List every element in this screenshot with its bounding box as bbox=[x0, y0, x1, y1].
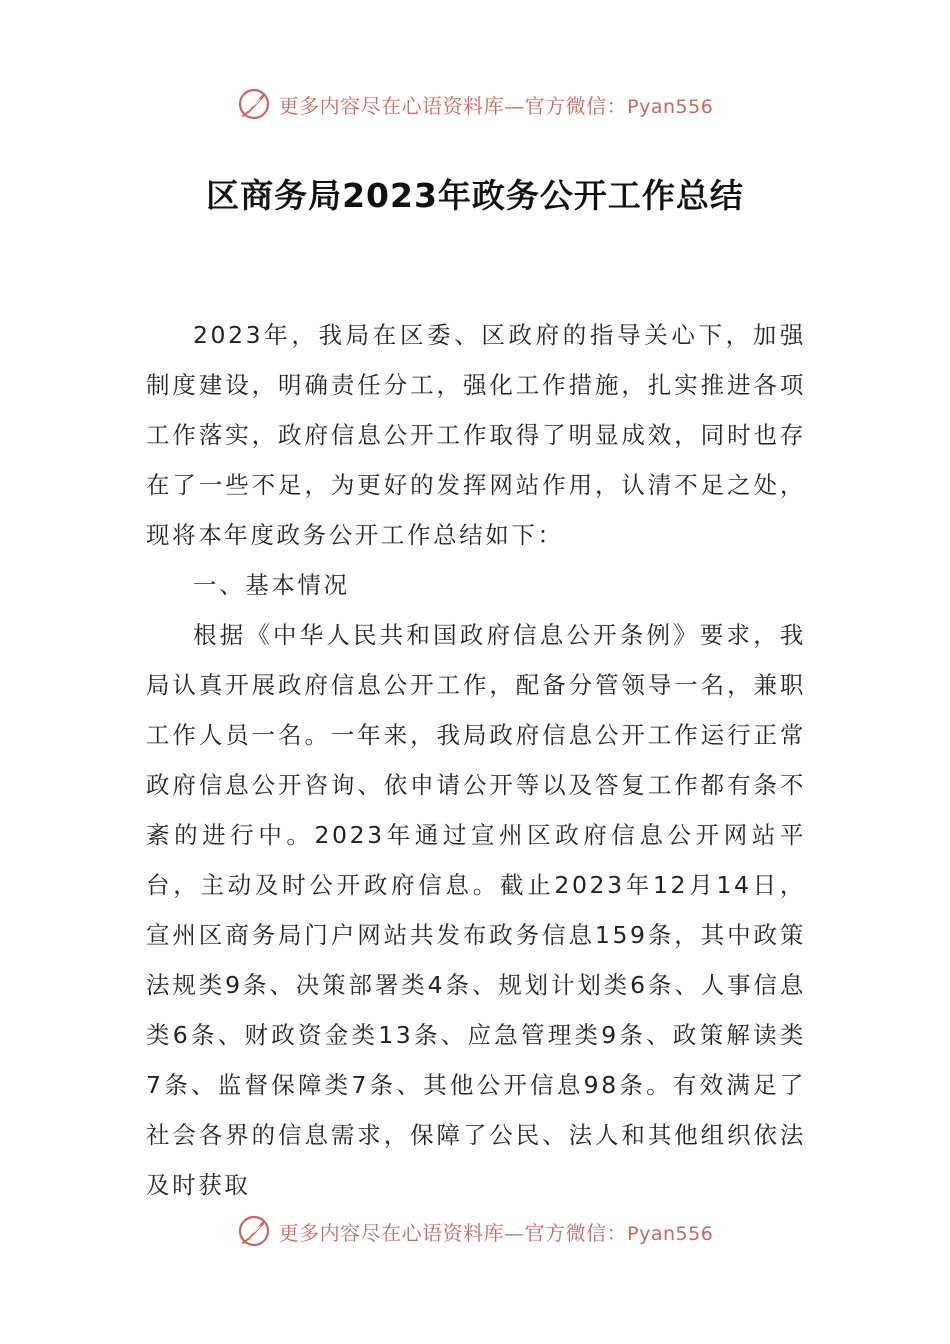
footer-banner-text bbox=[279, 1217, 714, 1246]
header-banner-label: 更多内容尽在心语资料库—官方微信： bbox=[278, 93, 628, 118]
quill-pen-logo-icon bbox=[237, 1214, 271, 1248]
header-banner bbox=[0, 84, 950, 124]
document-title: 区商务局2023年政务公开工作总结 bbox=[206, 176, 744, 215]
quill-pen-logo-icon bbox=[237, 87, 271, 121]
footer-banner-wechat-id: Pyan556 bbox=[627, 1222, 714, 1245]
paragraph-intro: 2023年，我局在区委、区政府的指导关心下，加强制度建设，明确责任分工，强化工作措施，扎实推进各项工作落实，政府信息公开工作取得了明显成效，同时也存在了一些不足，为更好的发挥网站作用，认清不足之处，现将本年度政务公开工作总结如下： bbox=[146, 321, 806, 549]
paragraph-basic-situation: 根据《中华人民共和国政府信息公开条例》要求，我局认真开展政府信息公开工作，配备分管领导一名，兼职工作人员一名。一年来，我局政府信息公开工作运行正常政府信息公开咨询、依申请公开等以及答复工作都有条不紊的进行中。2023年通过宣州区政府信息公开网站平台，主动及时公开政府信息。截止2023年12月14日，宣州区商务局门户网站共发布政务信息159条，其中政策法规类9条、决策部署类4条、规划计划类6条、人事信息类6条、财政资金类13条、应急管理类9条、政策解读类7条、监督保障类7条、其他公开信息98条。有效满足了社会各界的信息需求，保障了公民、法人和其他组织依法及时获取 bbox=[146, 621, 806, 1199]
document-body bbox=[146, 310, 806, 1210]
footer-banner-label: 更多内容尽在心语资料库—官方微信： bbox=[278, 1220, 628, 1245]
footer-banner bbox=[0, 1211, 950, 1251]
header-banner-text bbox=[279, 90, 714, 119]
section-heading-basic-situation: 一、基本情况 bbox=[193, 571, 350, 599]
header-banner-wechat-id: Pyan556 bbox=[627, 95, 714, 118]
